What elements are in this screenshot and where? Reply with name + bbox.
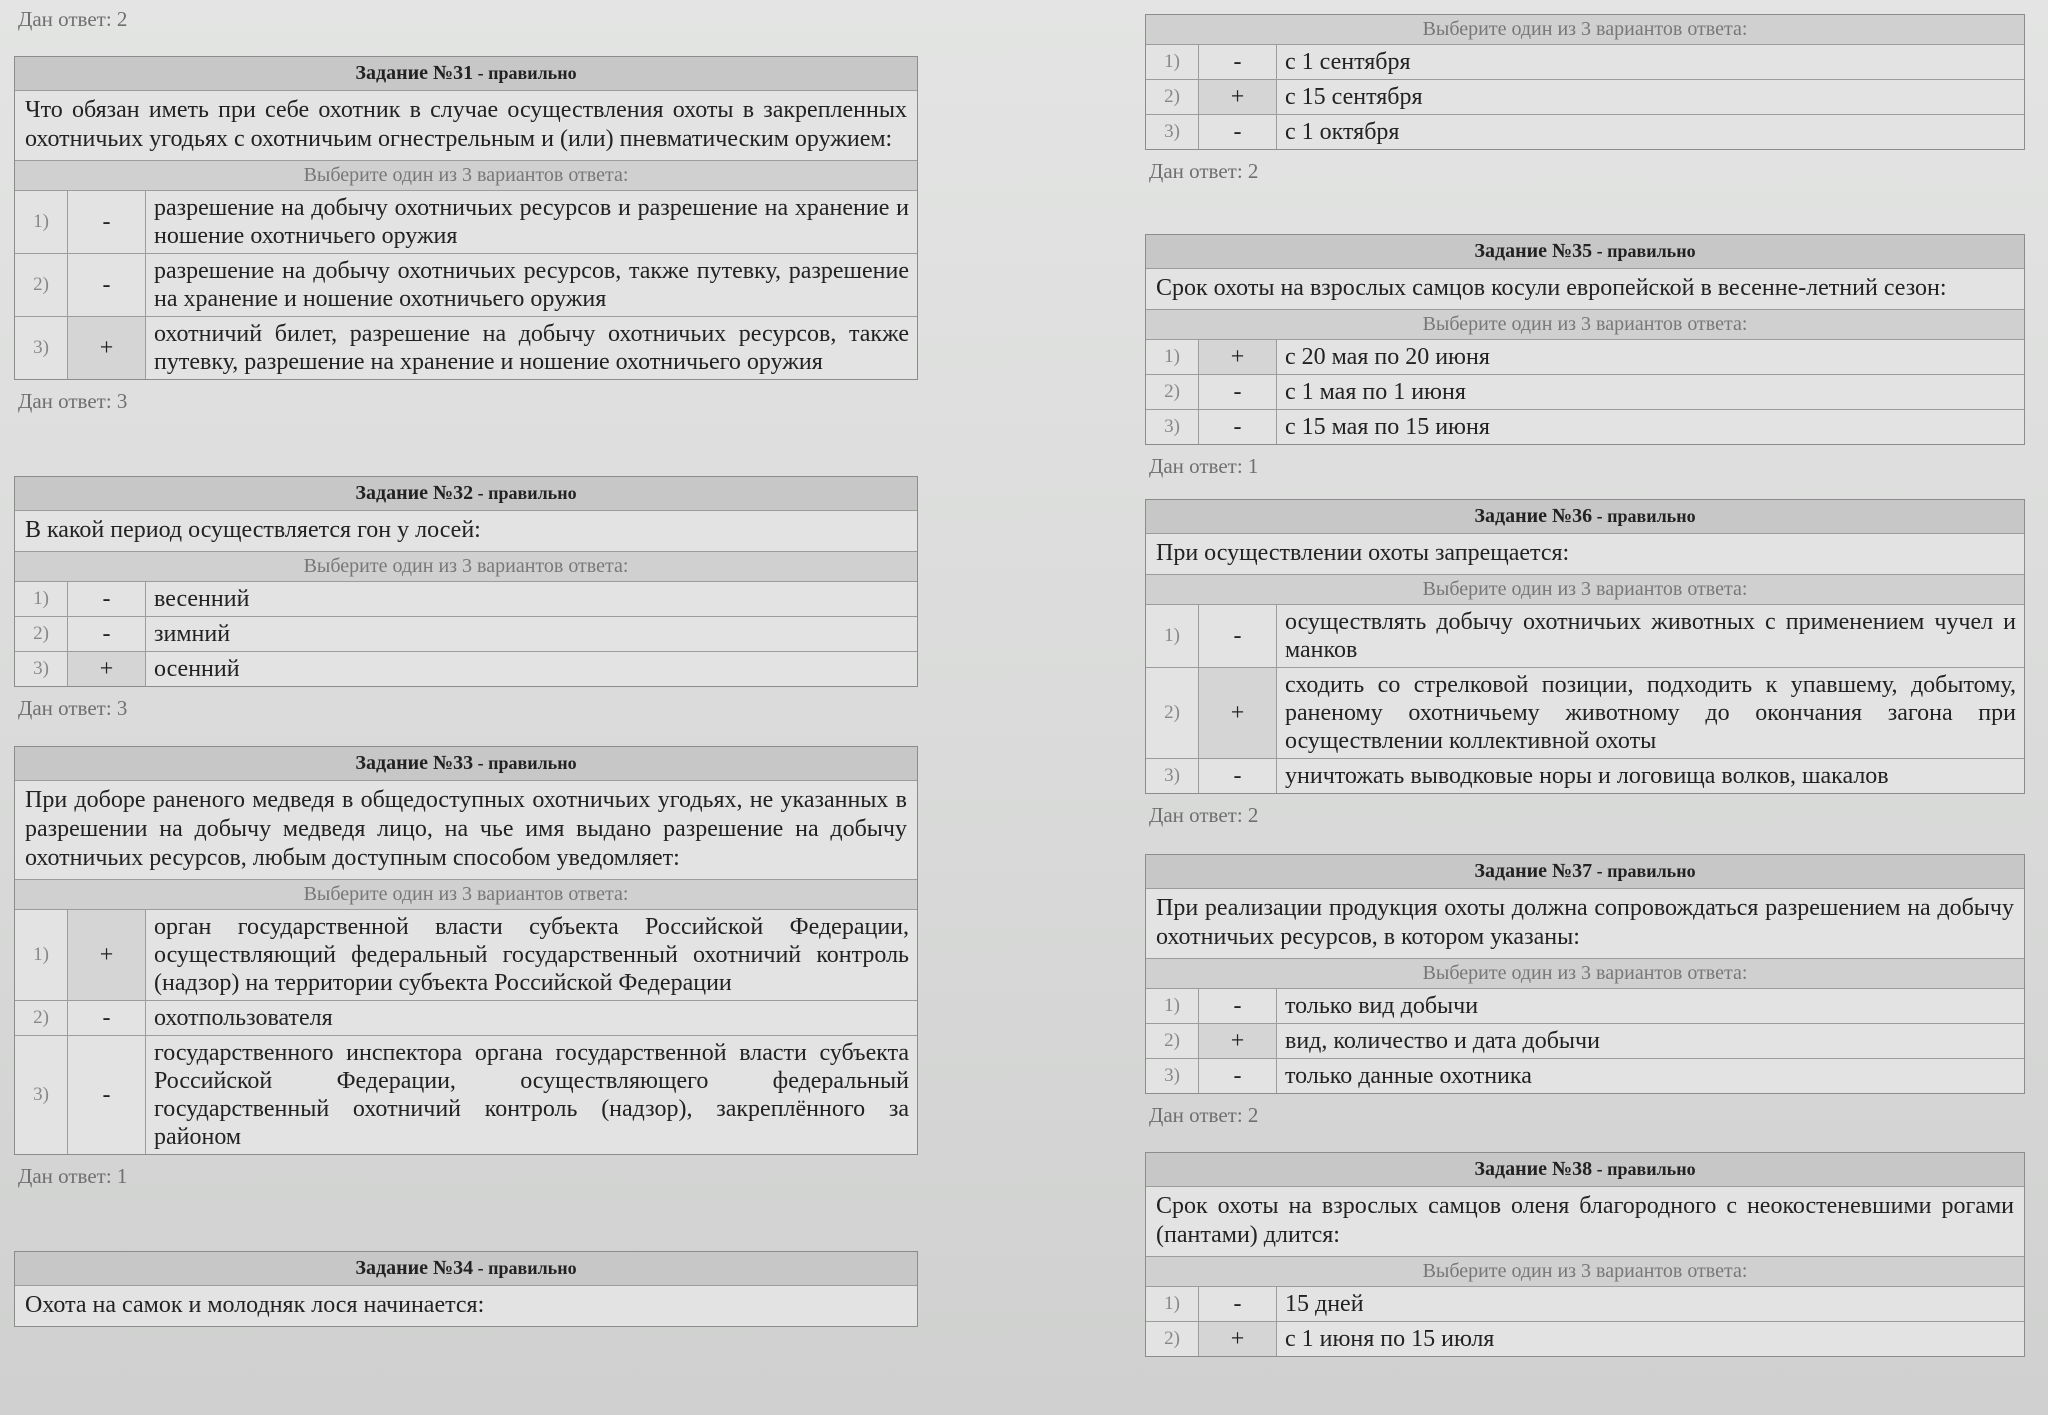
option-mark: +: [1199, 80, 1277, 115]
option-mark: +: [68, 317, 146, 380]
right-column: [1145, 14, 2025, 1365]
option-row[interactable]: [15, 317, 917, 380]
question-text: При осуществлении охоты запрещается:: [1146, 534, 2024, 575]
option-text: уничтожать выводковые норы и логовища волков, шакалов: [1285, 763, 1889, 789]
option-text: 15 дней: [1277, 1287, 2025, 1322]
status-label: правильно: [1607, 506, 1696, 526]
option-mark: -: [1199, 45, 1277, 80]
option-row[interactable]: [1146, 1024, 2024, 1059]
option-mark: +: [68, 910, 146, 1001]
choose-instruction: Выберите один из 3 вариантов ответа:: [15, 552, 917, 582]
option-mark: -: [68, 617, 146, 652]
option-mark: -: [1199, 1287, 1277, 1322]
option-mark: -: [68, 1036, 146, 1155]
question-text: Что обязан иметь при себе охотник в случае осуществления охоты в закрепленных охотничьих угодьях с охотничьим огнестрельным и (или) пневматическим оружием:: [15, 91, 917, 161]
option-text: с 1 сентября: [1277, 45, 2025, 80]
task-card: [1145, 1152, 2025, 1357]
option-number: 3): [1146, 115, 1199, 150]
task-number: Задание №36: [1474, 505, 1593, 527]
option-row[interactable]: [1146, 989, 2024, 1024]
task-title: [1146, 855, 2024, 889]
task-block: [1145, 1152, 2025, 1357]
option-row[interactable]: [1146, 1287, 2024, 1322]
option-number: 1): [1146, 340, 1199, 375]
option-text: с 1 мая по 1 июня: [1277, 375, 2025, 410]
option-text: государственного инспектора органа государственной власти субъекта Российской Федерации, осуществляющего федеральный государственный охотничий контроль (надзор), закреплённого за районом: [154, 1040, 909, 1150]
choose-instruction: Выберите один из 3 вариантов ответа:: [15, 880, 917, 910]
option-text: разрешение на добычу охотничьих ресурсов, также путевку, разрешение на хранение и ношение охотничьего оружия: [146, 254, 918, 317]
option-text: зимний: [146, 617, 918, 652]
choose-instruction: Выберите один из 3 вариантов ответа:: [1146, 1257, 2024, 1287]
status-label: правильно: [488, 753, 577, 773]
title-separator: -: [473, 1258, 489, 1278]
option-number: 1): [1146, 45, 1199, 80]
question-text: В какой период осуществляется гон у лосей:: [15, 511, 917, 552]
task-title: [15, 477, 917, 511]
status-label: правильно: [488, 483, 577, 503]
option-text: разрешение на добычу охотничьих ресурсов и разрешение на хранение и ношение охотничьего оружия: [146, 191, 918, 254]
option-row[interactable]: [1146, 759, 2024, 794]
question-text: Срок охоты на взрослых самцов косули европейской в весенне-летний сезон:: [1146, 269, 2024, 310]
task-block: [1145, 854, 2025, 1152]
option-mark: -: [68, 582, 146, 617]
choose-instruction: Выберите один из 3 вариантов ответа:: [1146, 310, 2024, 340]
option-mark: +: [68, 652, 146, 687]
question-text: При реализации продукция охоты должна сопровождаться разрешением на добычу охотничьих ресурсов, в котором указаны:: [1146, 889, 2024, 959]
task-number: Задание №37: [1474, 860, 1593, 882]
task-card: [1145, 854, 2025, 1094]
task-card: [1145, 234, 2025, 445]
task-card: [1145, 14, 2025, 150]
task-number: Задание №35: [1474, 240, 1593, 262]
task-card: [14, 56, 918, 380]
option-mark: -: [1199, 605, 1277, 668]
status-label: правильно: [1607, 1159, 1696, 1179]
option-number: 2): [1146, 1024, 1199, 1059]
given-answer: Дан ответ: 1: [18, 1164, 128, 1188]
title-separator: -: [1592, 861, 1608, 881]
option-number: 1): [15, 910, 68, 1001]
option-mark: -: [1199, 1059, 1277, 1094]
title-separator: -: [1592, 1159, 1608, 1179]
given-answer: Дан ответ: 3: [18, 696, 128, 720]
title-separator: -: [473, 483, 489, 503]
option-number: 2): [1146, 668, 1199, 759]
option-mark: -: [68, 254, 146, 317]
option-number: 3): [1146, 410, 1199, 445]
option-row[interactable]: [1146, 340, 2024, 375]
option-mark: -: [1199, 115, 1277, 150]
option-text: с 15 мая по 15 июня: [1285, 414, 1490, 440]
task-block: [14, 1251, 918, 1327]
option-row[interactable]: [15, 582, 917, 617]
given-answer: Дан ответ: 2: [18, 7, 128, 31]
option-text: только данные охотника: [1285, 1063, 1532, 1089]
task-block: [1145, 234, 2025, 499]
option-row[interactable]: [15, 254, 917, 317]
choose-instruction: Выберите один из 3 вариантов ответа:: [1146, 959, 2024, 989]
status-label: правильно: [1607, 861, 1696, 881]
task-card: [14, 746, 918, 1155]
option-row[interactable]: [1146, 115, 2024, 150]
option-text: вид, количество и дата добычи: [1277, 1024, 2025, 1059]
option-mark: +: [1199, 668, 1277, 759]
option-number: 1): [15, 191, 68, 254]
task-title: [1146, 1153, 2024, 1187]
option-mark: +: [1199, 340, 1277, 375]
options-table: [15, 910, 917, 1154]
option-mark: -: [68, 191, 146, 254]
options-table: [1146, 989, 2024, 1093]
option-row[interactable]: [1146, 45, 2024, 80]
option-row[interactable]: [1146, 1059, 2024, 1094]
option-number: 1): [1146, 605, 1199, 668]
option-number: 2): [15, 617, 68, 652]
task-number: Задание №38: [1474, 1158, 1593, 1180]
option-text: с 1 июня по 15 июля: [1285, 1326, 1495, 1352]
option-text: охотничий билет, разрешение на добычу охотничьих ресурсов, также путевку, разрешение на хранение и ношение охотничьего оружия: [154, 321, 909, 375]
task-number: Задание №31: [355, 62, 474, 84]
option-number: 2): [15, 1001, 68, 1036]
option-row[interactable]: [1146, 410, 2024, 445]
option-mark: -: [1199, 989, 1277, 1024]
option-number: 3): [15, 317, 68, 380]
given-answer: Дан ответ: 2: [1149, 803, 1259, 827]
options-table: [15, 191, 917, 379]
option-text: охотпользователя: [146, 1001, 918, 1036]
option-row[interactable]: [1146, 375, 2024, 410]
option-row[interactable]: [1146, 1322, 2024, 1357]
task-block: [14, 56, 918, 476]
options-table: [1146, 45, 2024, 149]
status-label: правильно: [1607, 241, 1696, 261]
status-label: правильно: [488, 63, 577, 83]
title-separator: -: [1592, 506, 1608, 526]
option-mark: -: [68, 1001, 146, 1036]
option-number: 3): [1146, 1059, 1199, 1094]
option-number: 1): [15, 582, 68, 617]
task-card: [1145, 499, 2025, 794]
option-row[interactable]: [1146, 80, 2024, 115]
option-mark: +: [1199, 1322, 1277, 1357]
status-label: правильно: [488, 1258, 577, 1278]
given-answer: Дан ответ: 2: [1149, 159, 1259, 183]
question-text: Охота на самок и молодняк лося начинается:: [25, 1292, 485, 1318]
given-answer: Дан ответ: 1: [1149, 454, 1259, 478]
question-text: Срок охоты на взрослых самцов оленя благородного с неокостеневшими рогами (пантами) длится:: [1146, 1187, 2024, 1257]
option-number: 3): [1146, 759, 1199, 794]
task-title: [15, 747, 917, 781]
option-number: 2): [1146, 80, 1199, 115]
options-table: [1146, 1287, 2024, 1356]
option-mark: +: [1199, 1024, 1277, 1059]
task-title: [15, 57, 917, 91]
option-row[interactable]: [15, 617, 917, 652]
choose-instruction: Выберите один из 3 вариантов ответа:: [15, 161, 917, 191]
option-row[interactable]: [1146, 605, 2024, 668]
option-number: 1): [1146, 1287, 1199, 1322]
option-row[interactable]: [15, 1036, 917, 1155]
task-block: [1145, 499, 2025, 854]
option-text: орган государственной власти субъекта Российской Федерации, осуществляющий федеральный государственный охотничий контроль (надзор) на территории субъекта Российской Федерации: [146, 910, 918, 1001]
option-number: 2): [15, 254, 68, 317]
option-text: с 15 сентября: [1277, 80, 2025, 115]
task-number: Задание №33: [355, 752, 474, 774]
option-row[interactable]: [15, 652, 917, 687]
options-table: [1146, 605, 2024, 793]
task-card: [14, 476, 918, 687]
option-number: 1): [1146, 989, 1199, 1024]
option-text: осенний: [154, 656, 240, 682]
option-number: 3): [15, 1036, 68, 1155]
option-row[interactable]: [15, 1001, 917, 1036]
task-block: [1145, 14, 2025, 234]
option-mark: -: [1199, 759, 1277, 794]
given-answer: Дан ответ: 3: [18, 389, 128, 413]
option-number: 2): [1146, 1322, 1199, 1357]
option-row[interactable]: [15, 910, 917, 1001]
option-text: осуществлять добычу охотничьих животных с применением чучел и манков: [1277, 605, 2025, 668]
task-title: [15, 1252, 917, 1286]
title-separator: -: [473, 63, 489, 83]
option-text: с 1 октября: [1285, 119, 1400, 145]
option-text: сходить со стрелковой позиции, подходить к упавшему, добытому, раненому охотничьему животному до окончания загона при осуществлении коллективной охоты: [1277, 668, 2025, 759]
task-title: [1146, 235, 2024, 269]
task-number: Задание №34: [355, 1257, 474, 1279]
choose-instruction: Выберите один из 3 вариантов ответа:: [1146, 15, 2024, 45]
question-text: При доборе раненого медведя в общедоступных охотничьих угодьях, не указанных в разрешении на добычу медведя лицо, на чье имя выдано разрешение на добычу охотничьих ресурсов, любым доступным способом уведомляет:: [15, 781, 917, 880]
task-card: [14, 1251, 918, 1327]
title-separator: -: [1592, 241, 1608, 261]
task-block: [14, 476, 918, 746]
option-mark: -: [1199, 375, 1277, 410]
left-column: [14, 6, 918, 1335]
option-number: 3): [15, 652, 68, 687]
task-title: [1146, 500, 2024, 534]
task-block: [14, 746, 918, 1251]
title-separator: -: [473, 753, 489, 773]
task-number: Задание №32: [355, 482, 474, 504]
given-answer: Дан ответ: 2: [1149, 1103, 1259, 1127]
option-row[interactable]: [15, 191, 917, 254]
choose-instruction: Выберите один из 3 вариантов ответа:: [1146, 575, 2024, 605]
option-text: с 20 мая по 20 июня: [1277, 340, 2025, 375]
option-text: весенний: [146, 582, 918, 617]
options-table: [15, 582, 917, 686]
options-table: [1146, 340, 2024, 444]
option-row[interactable]: [1146, 668, 2024, 759]
option-number: 2): [1146, 375, 1199, 410]
option-text: только вид добычи: [1277, 989, 2025, 1024]
option-mark: -: [1199, 410, 1277, 445]
